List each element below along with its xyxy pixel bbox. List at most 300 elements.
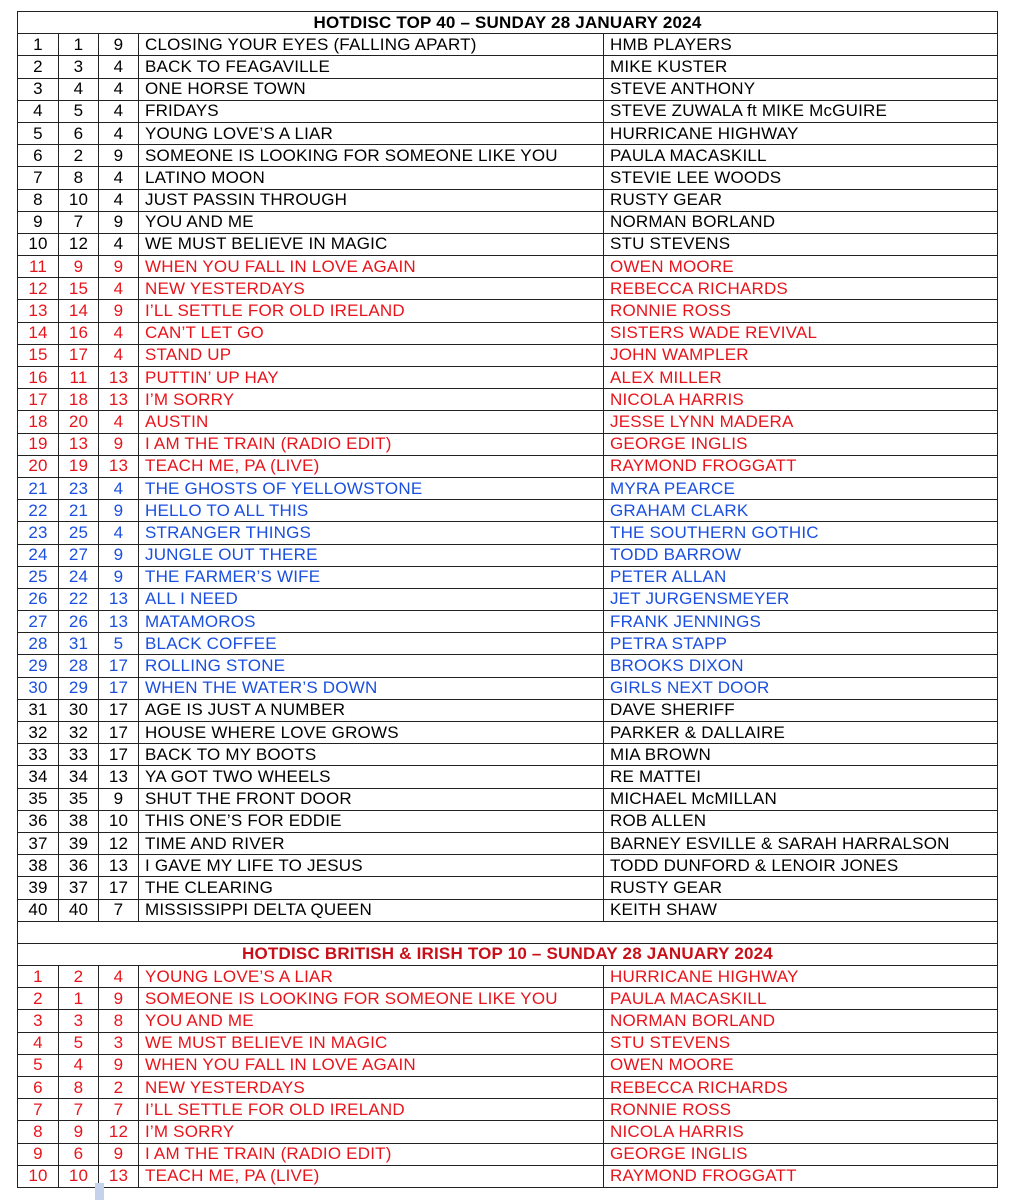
artist-name: GEORGE INGLIS	[604, 1143, 998, 1165]
artist-name: GIRLS NEXT DOOR	[604, 677, 998, 699]
song-title: WHEN YOU FALL IN LOVE AGAIN	[139, 1054, 604, 1076]
weeks-on-chart: 9	[99, 34, 139, 56]
this-week-position: 23	[18, 522, 59, 544]
this-week-position: 5	[18, 122, 59, 144]
chart-separator	[18, 921, 998, 965]
top40-row	[18, 433, 998, 455]
weeks-on-chart: 9	[99, 145, 139, 167]
this-week-position: 17	[18, 389, 59, 411]
song-title: SOMEONE IS LOOKING FOR SOMEONE LIKE YOU	[139, 145, 604, 167]
song-title: I AM THE TRAIN (RADIO EDIT)	[139, 1143, 604, 1165]
blank-row	[18, 921, 998, 943]
top40-row	[18, 588, 998, 610]
top40-row	[18, 477, 998, 499]
blank-cell	[18, 921, 998, 943]
weeks-on-chart: 9	[99, 211, 139, 233]
weeks-on-chart: 9	[99, 544, 139, 566]
weeks-on-chart: 17	[99, 655, 139, 677]
artist-name: MYRA PEARCE	[604, 477, 998, 499]
artist-name: SISTERS WADE REVIVAL	[604, 322, 998, 344]
top40-row	[18, 233, 998, 255]
artist-name: STEVE ZUWALA ft MIKE McGUIRE	[604, 100, 998, 122]
weeks-on-chart: 10	[99, 810, 139, 832]
artist-name: PAULA MACASKILL	[604, 988, 998, 1010]
this-week-position: 2	[18, 988, 59, 1010]
last-week-position: 26	[59, 611, 99, 633]
this-week-position: 20	[18, 455, 59, 477]
artist-name: REBECCA RICHARDS	[604, 1077, 998, 1099]
last-week-position: 4	[59, 1054, 99, 1076]
this-week-position: 26	[18, 588, 59, 610]
song-title: CAN’T LET GO	[139, 322, 604, 344]
last-week-position: 30	[59, 699, 99, 721]
artist-name: DAVE SHERIFF	[604, 699, 998, 721]
top40-row	[18, 655, 998, 677]
last-week-position: 5	[59, 100, 99, 122]
weeks-on-chart: 4	[99, 56, 139, 78]
song-title: I’M SORRY	[139, 1121, 604, 1143]
weeks-on-chart: 4	[99, 189, 139, 211]
weeks-on-chart: 4	[99, 167, 139, 189]
this-week-position: 8	[18, 189, 59, 211]
song-title: THE FARMER’S WIFE	[139, 566, 604, 588]
artist-name: KEITH SHAW	[604, 899, 998, 921]
artist-name: TODD BARROW	[604, 544, 998, 566]
weeks-on-chart: 17	[99, 722, 139, 744]
song-title: BLACK COFFEE	[139, 633, 604, 655]
song-title: AGE IS JUST A NUMBER	[139, 699, 604, 721]
weeks-on-chart: 4	[99, 78, 139, 100]
last-week-position: 7	[59, 1099, 99, 1121]
weeks-on-chart: 13	[99, 766, 139, 788]
top40-title: HOTDISC TOP 40 – SUNDAY 28 JANUARY 2024	[18, 12, 998, 34]
this-week-position: 1	[18, 34, 59, 56]
last-week-position: 3	[59, 1010, 99, 1032]
british-irish-title: HOTDISC BRITISH & IRISH TOP 10 – SUNDAY 28 JANUARY 2024	[18, 943, 998, 965]
song-title: CLOSING YOUR EYES (FALLING APART)	[139, 34, 604, 56]
top40-row	[18, 677, 998, 699]
top40-row	[18, 389, 998, 411]
weeks-on-chart: 9	[99, 500, 139, 522]
top40-row	[18, 34, 998, 56]
weeks-on-chart: 13	[99, 588, 139, 610]
artist-name: RAYMOND FROGGATT	[604, 1165, 998, 1187]
artist-name: TODD DUNFORD & LENOIR JONES	[604, 855, 998, 877]
weeks-on-chart: 9	[99, 788, 139, 810]
this-week-position: 4	[18, 100, 59, 122]
weeks-on-chart: 4	[99, 411, 139, 433]
song-title: I’M SORRY	[139, 389, 604, 411]
weeks-on-chart: 4	[99, 344, 139, 366]
last-week-position: 31	[59, 633, 99, 655]
last-week-position: 9	[59, 256, 99, 278]
last-week-position: 17	[59, 344, 99, 366]
this-week-position: 2	[18, 56, 59, 78]
top40-row	[18, 766, 998, 788]
weeks-on-chart: 4	[99, 122, 139, 144]
last-week-position: 9	[59, 1121, 99, 1143]
weeks-on-chart: 17	[99, 744, 139, 766]
last-week-position: 33	[59, 744, 99, 766]
last-week-position: 37	[59, 877, 99, 899]
last-week-position: 5	[59, 1032, 99, 1054]
this-week-position: 9	[18, 211, 59, 233]
song-title: BACK TO MY BOOTS	[139, 744, 604, 766]
artist-name: NICOLA HARRIS	[604, 389, 998, 411]
artist-name: REBECCA RICHARDS	[604, 278, 998, 300]
weeks-on-chart: 13	[99, 1165, 139, 1187]
last-week-position: 2	[59, 966, 99, 988]
weeks-on-chart: 9	[99, 300, 139, 322]
last-week-position: 34	[59, 766, 99, 788]
weeks-on-chart: 9	[99, 1143, 139, 1165]
artist-name: HURRICANE HIGHWAY	[604, 966, 998, 988]
last-week-position: 40	[59, 899, 99, 921]
artist-name: RUSTY GEAR	[604, 877, 998, 899]
last-week-position: 10	[59, 1165, 99, 1187]
last-week-position: 1	[59, 988, 99, 1010]
chart-body	[18, 12, 998, 34]
last-week-position: 27	[59, 544, 99, 566]
artist-name: JESSE LYNN MADERA	[604, 411, 998, 433]
song-title: STRANGER THINGS	[139, 522, 604, 544]
weeks-on-chart: 8	[99, 1010, 139, 1032]
last-week-position: 10	[59, 189, 99, 211]
last-week-position: 13	[59, 433, 99, 455]
this-week-position: 11	[18, 256, 59, 278]
british-irish-row	[18, 1077, 998, 1099]
weeks-on-chart: 9	[99, 566, 139, 588]
this-week-position: 31	[18, 699, 59, 721]
last-week-position: 35	[59, 788, 99, 810]
artist-name: GRAHAM CLARK	[604, 500, 998, 522]
song-title: ONE HORSE TOWN	[139, 78, 604, 100]
song-title: ALL I NEED	[139, 588, 604, 610]
last-week-position: 15	[59, 278, 99, 300]
this-week-position: 27	[18, 611, 59, 633]
this-week-position: 13	[18, 300, 59, 322]
this-week-position: 24	[18, 544, 59, 566]
song-title: I’LL SETTLE FOR OLD IRELAND	[139, 300, 604, 322]
song-title: STAND UP	[139, 344, 604, 366]
song-title: YA GOT TWO WHEELS	[139, 766, 604, 788]
song-title: YOUNG LOVE’S A LIAR	[139, 122, 604, 144]
this-week-position: 19	[18, 433, 59, 455]
weeks-on-chart: 9	[99, 256, 139, 278]
top40-row	[18, 899, 998, 921]
artist-name: NORMAN BORLAND	[604, 1010, 998, 1032]
last-week-position: 29	[59, 677, 99, 699]
top40-row	[18, 300, 998, 322]
top40-row	[18, 411, 998, 433]
top40-row	[18, 211, 998, 233]
top40-row	[18, 633, 998, 655]
british-irish-row	[18, 1010, 998, 1032]
artist-name: PETER ALLAN	[604, 566, 998, 588]
top40-row	[18, 500, 998, 522]
this-week-position: 35	[18, 788, 59, 810]
artist-name: PETRA STAPP	[604, 633, 998, 655]
song-title: WHEN YOU FALL IN LOVE AGAIN	[139, 256, 604, 278]
weeks-on-chart: 17	[99, 677, 139, 699]
song-title: NEW YESTERDAYS	[139, 278, 604, 300]
this-week-position: 21	[18, 477, 59, 499]
song-title: WE MUST BELIEVE IN MAGIC	[139, 233, 604, 255]
weeks-on-chart: 7	[99, 899, 139, 921]
last-week-position: 11	[59, 367, 99, 389]
british-irish-row	[18, 1121, 998, 1143]
last-week-position: 16	[59, 322, 99, 344]
song-title: TIME AND RIVER	[139, 832, 604, 854]
this-week-position: 29	[18, 655, 59, 677]
weeks-on-chart: 4	[99, 966, 139, 988]
this-week-position: 6	[18, 145, 59, 167]
this-week-position: 15	[18, 344, 59, 366]
british-irish-row	[18, 988, 998, 1010]
british-irish-row	[18, 1054, 998, 1076]
last-week-position: 38	[59, 810, 99, 832]
last-week-position: 7	[59, 211, 99, 233]
artist-name: STEVE ANTHONY	[604, 78, 998, 100]
this-week-position: 5	[18, 1054, 59, 1076]
this-week-position: 16	[18, 367, 59, 389]
artist-name: OWEN MOORE	[604, 1054, 998, 1076]
this-week-position: 4	[18, 1032, 59, 1054]
song-title: SHUT THE FRONT DOOR	[139, 788, 604, 810]
artist-name: JOHN WAMPLER	[604, 344, 998, 366]
top40-row	[18, 810, 998, 832]
weeks-on-chart: 13	[99, 367, 139, 389]
artist-name: ALEX MILLER	[604, 367, 998, 389]
artist-name: RONNIE ROSS	[604, 300, 998, 322]
artist-name: HMB PLAYERS	[604, 34, 998, 56]
weeks-on-chart: 9	[99, 988, 139, 1010]
song-title: THE CLEARING	[139, 877, 604, 899]
british-irish-row	[18, 1032, 998, 1054]
weeks-on-chart: 4	[99, 100, 139, 122]
last-week-position: 6	[59, 122, 99, 144]
top40-row	[18, 256, 998, 278]
weeks-on-chart: 5	[99, 633, 139, 655]
song-title: YOU AND ME	[139, 211, 604, 233]
song-title: I GAVE MY LIFE TO JESUS	[139, 855, 604, 877]
song-title: I’LL SETTLE FOR OLD IRELAND	[139, 1099, 604, 1121]
artist-name: PAULA MACASKILL	[604, 145, 998, 167]
last-week-position: 32	[59, 722, 99, 744]
this-week-position: 7	[18, 1099, 59, 1121]
song-title: JUST PASSIN THROUGH	[139, 189, 604, 211]
this-week-position: 1	[18, 966, 59, 988]
song-title: THE GHOSTS OF YELLOWSTONE	[139, 477, 604, 499]
chart-table	[17, 11, 998, 1188]
weeks-on-chart: 13	[99, 855, 139, 877]
song-title: MISSISSIPPI DELTA QUEEN	[139, 899, 604, 921]
song-title: YOU AND ME	[139, 1010, 604, 1032]
this-week-position: 34	[18, 766, 59, 788]
artist-name: STEVIE LEE WOODS	[604, 167, 998, 189]
weeks-on-chart: 3	[99, 1032, 139, 1054]
artist-name: PARKER & DALLAIRE	[604, 722, 998, 744]
song-title: I AM THE TRAIN (RADIO EDIT)	[139, 433, 604, 455]
top40-row	[18, 78, 998, 100]
weeks-on-chart: 4	[99, 477, 139, 499]
british-irish-rows	[18, 966, 998, 1188]
last-week-position: 24	[59, 566, 99, 588]
top40-row	[18, 278, 998, 300]
artist-name: MIKE KUSTER	[604, 56, 998, 78]
song-title: ROLLING STONE	[139, 655, 604, 677]
weeks-on-chart: 2	[99, 1077, 139, 1099]
weeks-on-chart: 9	[99, 433, 139, 455]
top40-row	[18, 544, 998, 566]
song-title: WE MUST BELIEVE IN MAGIC	[139, 1032, 604, 1054]
last-week-position: 22	[59, 588, 99, 610]
top40-row	[18, 877, 998, 899]
artist-name: HURRICANE HIGHWAY	[604, 122, 998, 144]
artist-name: STU STEVENS	[604, 233, 998, 255]
song-title: HELLO TO ALL THIS	[139, 500, 604, 522]
weeks-on-chart: 13	[99, 611, 139, 633]
this-week-position: 25	[18, 566, 59, 588]
last-week-position: 8	[59, 167, 99, 189]
top40-row	[18, 167, 998, 189]
this-week-position: 7	[18, 167, 59, 189]
weeks-on-chart: 13	[99, 455, 139, 477]
this-week-position: 30	[18, 677, 59, 699]
this-week-position: 32	[18, 722, 59, 744]
song-title: JUNGLE OUT THERE	[139, 544, 604, 566]
this-week-position: 12	[18, 278, 59, 300]
top40-row	[18, 367, 998, 389]
song-title: TEACH ME, PA (LIVE)	[139, 1165, 604, 1187]
british-irish-header-row	[18, 943, 998, 965]
last-week-position: 4	[59, 78, 99, 100]
weeks-on-chart: 12	[99, 832, 139, 854]
top40-row	[18, 699, 998, 721]
last-week-position: 8	[59, 1077, 99, 1099]
weeks-on-chart: 17	[99, 877, 139, 899]
song-title: TEACH ME, PA (LIVE)	[139, 455, 604, 477]
page-scroll-marker	[95, 1183, 104, 1200]
this-week-position: 37	[18, 832, 59, 854]
last-week-position: 25	[59, 522, 99, 544]
last-week-position: 23	[59, 477, 99, 499]
top40-row	[18, 145, 998, 167]
artist-name: THE SOUTHERN GOTHIC	[604, 522, 998, 544]
artist-name: NICOLA HARRIS	[604, 1121, 998, 1143]
last-week-position: 19	[59, 455, 99, 477]
this-week-position: 3	[18, 78, 59, 100]
top40-rows	[18, 34, 998, 922]
top40-row	[18, 566, 998, 588]
this-week-position: 28	[18, 633, 59, 655]
weeks-on-chart: 4	[99, 522, 139, 544]
artist-name: ROB ALLEN	[604, 810, 998, 832]
artist-name: BROOKS DIXON	[604, 655, 998, 677]
top40-row	[18, 832, 998, 854]
top40-row	[18, 344, 998, 366]
last-week-position: 39	[59, 832, 99, 854]
weeks-on-chart: 9	[99, 1054, 139, 1076]
last-week-position: 36	[59, 855, 99, 877]
song-title: THIS ONE’S FOR EDDIE	[139, 810, 604, 832]
last-week-position: 1	[59, 34, 99, 56]
artist-name: RAYMOND FROGGATT	[604, 455, 998, 477]
weeks-on-chart: 12	[99, 1121, 139, 1143]
top40-row	[18, 744, 998, 766]
top40-row	[18, 100, 998, 122]
last-week-position: 28	[59, 655, 99, 677]
british-irish-row	[18, 1099, 998, 1121]
last-week-position: 12	[59, 233, 99, 255]
song-title: MATAMOROS	[139, 611, 604, 633]
artist-name: GEORGE INGLIS	[604, 433, 998, 455]
top40-row	[18, 455, 998, 477]
artist-name: STU STEVENS	[604, 1032, 998, 1054]
song-title: LATINO MOON	[139, 167, 604, 189]
weeks-on-chart: 13	[99, 389, 139, 411]
this-week-position: 22	[18, 500, 59, 522]
weeks-on-chart: 4	[99, 233, 139, 255]
artist-name: OWEN MOORE	[604, 256, 998, 278]
song-title: SOMEONE IS LOOKING FOR SOMEONE LIKE YOU	[139, 988, 604, 1010]
this-week-position: 39	[18, 877, 59, 899]
this-week-position: 8	[18, 1121, 59, 1143]
song-title: YOUNG LOVE’S A LIAR	[139, 966, 604, 988]
top40-row	[18, 788, 998, 810]
artist-name: MIA BROWN	[604, 744, 998, 766]
this-week-position: 3	[18, 1010, 59, 1032]
weeks-on-chart: 7	[99, 1099, 139, 1121]
british-irish-row	[18, 1143, 998, 1165]
artist-name: RE MATTEI	[604, 766, 998, 788]
british-irish-row	[18, 1165, 998, 1187]
last-week-position: 21	[59, 500, 99, 522]
song-title: WHEN THE WATER’S DOWN	[139, 677, 604, 699]
top40-header-row	[18, 12, 998, 34]
weeks-on-chart: 4	[99, 278, 139, 300]
this-week-position: 6	[18, 1077, 59, 1099]
this-week-position: 18	[18, 411, 59, 433]
artist-name: BARNEY ESVILLE & SARAH HARRALSON	[604, 832, 998, 854]
song-title: NEW YESTERDAYS	[139, 1077, 604, 1099]
song-title: HOUSE WHERE LOVE GROWS	[139, 722, 604, 744]
artist-name: FRANK JENNINGS	[604, 611, 998, 633]
top40-row	[18, 611, 998, 633]
this-week-position: 10	[18, 233, 59, 255]
last-week-position: 6	[59, 1143, 99, 1165]
artist-name: RONNIE ROSS	[604, 1099, 998, 1121]
top40-row	[18, 322, 998, 344]
top40-row	[18, 522, 998, 544]
top40-row	[18, 855, 998, 877]
this-week-position: 9	[18, 1143, 59, 1165]
artist-name: MICHAEL McMILLAN	[604, 788, 998, 810]
song-title: PUTTIN’ UP HAY	[139, 367, 604, 389]
weeks-on-chart: 17	[99, 699, 139, 721]
this-week-position: 10	[18, 1165, 59, 1187]
top40-row	[18, 122, 998, 144]
this-week-position: 14	[18, 322, 59, 344]
song-title: AUSTIN	[139, 411, 604, 433]
this-week-position: 33	[18, 744, 59, 766]
artist-name: RUSTY GEAR	[604, 189, 998, 211]
top40-row	[18, 189, 998, 211]
top40-row	[18, 56, 998, 78]
artist-name: JET JURGENSMEYER	[604, 588, 998, 610]
last-week-position: 18	[59, 389, 99, 411]
song-title: FRIDAYS	[139, 100, 604, 122]
